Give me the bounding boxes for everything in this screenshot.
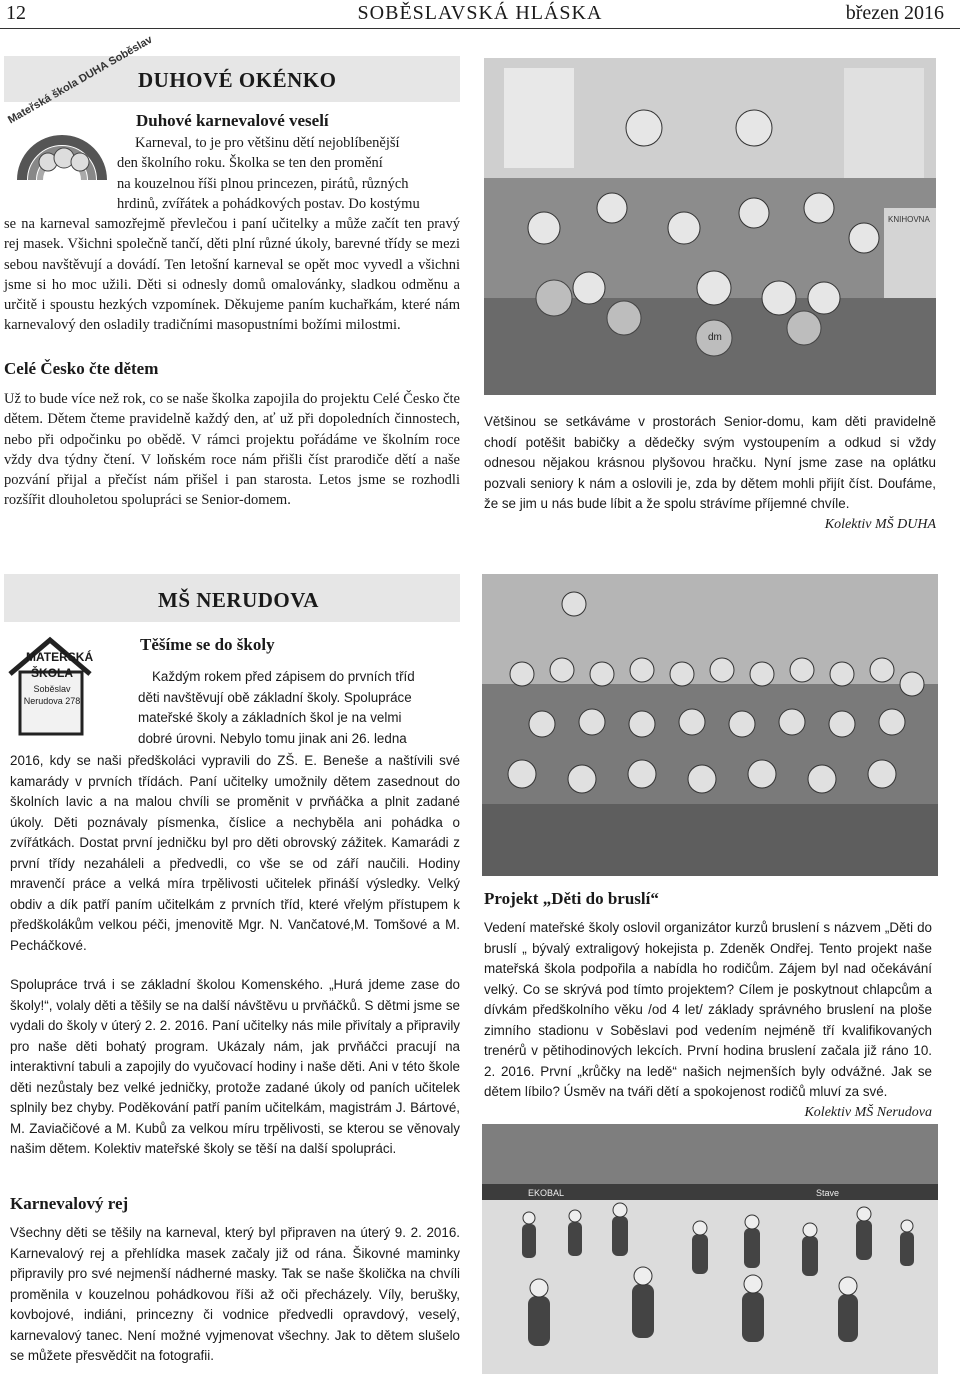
school-line-2: děti navštěvují obě základní školy. Spolupráce <box>138 689 412 705</box>
section-banner-nerudova <box>4 574 460 622</box>
skate-signature: Kolektiv MŠ Nerudova <box>804 1104 932 1120</box>
rink-banner-1: EKOBAL <box>528 1188 565 1198</box>
carnival-text-duha: se na karneval samozřejmě převlečou i paní učitelky a může začít ten pravý rej masek. Všichni společně tančí, děti plní různé úkoly, barevné třídy se mezi sebou navštěvují a dovádí. Ten letošní karneval se opět moc vyvedl a všichni jsme si ho moc užili. Děti si odnesly domů omalovánky, sladkou odměnu a určitě i spoustu hezkých vzpomínek. Děkujeme paním kuchařkám, které nám karnevalový den osladily tradičními masopustními božími milostmi. <box>4 216 460 334</box>
carnival-line-4: hrdinů, zvířátek a pohádkových postav. Do kostýmu <box>117 195 420 212</box>
school-line-3: mateřské školy a základních škol je na velmi <box>138 710 402 725</box>
reading-title: Celé Česko čte dětem <box>4 359 159 378</box>
carnival-intro-duha <box>117 133 460 214</box>
section-title-nerudova: MŠ NERUDOVA <box>158 588 319 612</box>
logo-line-3: Soběslav <box>33 684 71 694</box>
skating-photo <box>482 1124 938 1374</box>
duha-logo-text: Mateřská škola DUHA Soběslav <box>6 33 155 127</box>
skate-text <box>484 918 932 1123</box>
reading-text: Už to bude více než rok, co se naše školka zapojila do projektu Celé Česko čte dětem. Dětem čteme pravidelně každý den, ať už při dopoledních činnostech, nebo při odpočinku po obědě. V rámci projektu pořádáme ve školním roce vždy dva týdny čtení. V loňském roce nám přišli číst prarodiče dětí a naše pozvání přijal a přečíst nám přišel i pan starosta. Letos jsme se rozhodli rozšířit dlouholetou spolupráci se Senior-domem. <box>4 391 460 509</box>
group-photo-icon <box>482 574 938 876</box>
nerudova-logo <box>4 634 134 752</box>
school-title: Těšíme se do školy <box>140 635 275 654</box>
photo-sign-text: KNIHOVNA <box>888 215 930 224</box>
komensky-text: Spolupráce trvá i se základní školou Komenského. „Hurá jdeme zase do školy!“, volaly děti a těšily se na další návštěvu u prvňáčků. S dětmi jsme se vydali do školy v úterý 2. 2. 2016. Paní učitelky nás mile přivítaly a připravily pro naše děti bohatý program. Ukázaly nám, jak prvňáčci pracují na interaktivní tabuli a zapojily do vyučovací hodiny i naše děti. Ani v této škole děti nezůstaly bez velké jedničky, protože zadané úkoly od paních učitelek splnily bez chyby. Poděkování patří paním učitelkám, magistrám J. Bártové, M. Zaviačičové a M. Kubů za velkou míru trpělivosti, se kterou se věnovaly našim dětem. Kolektiv mateřské školy se těší na další spolupráci. <box>10 977 460 1156</box>
carnival-line-1: Karneval, to je pro většinu dětí nejoblíbenější <box>135 135 400 151</box>
school-line-4: dobré úrovni. Nebylo tomu jinak ani 26. ledna <box>138 730 407 746</box>
carnival-photo-icon <box>484 58 936 395</box>
carnival-title-duha: Duhové karnevalové veselí <box>136 111 329 130</box>
nerudova-carnival-photo <box>482 574 938 876</box>
carnival-text-nerudova: Všechny děti se těšily na karneval, který byl připraven na úterý 9. 2. 2016. Karnevalový rej a přehlídka masek začaly již od rána. Šikovné maminky připravily pro své nejmenší nádherné masky. Tak se naše školička na chvíli proměnila v kouzelnou pohádkovou říši až oči přecházely. Víly, berušky, kovbojové, indiáni, princezny či vodnice předvedli opravdový, veselý, karnevalový tanec. Není možné vyjmenovat všechny. Jak to dětem slušelo se můžete přesvědčit na fotografii. <box>10 1225 460 1363</box>
page-number: 12 <box>6 2 26 24</box>
rink-banner-2: Stave <box>816 1188 840 1198</box>
skating-photo-icon <box>482 1124 938 1374</box>
skate-text-body: Vedení mateřské školy oslovil organizátor kurzů bruslení s názvem „Děti do bruslí „ bývalý extraligový hokejista p. Zdeněk Ondřej. Tento projekt naše mateřská škola podpořila a nabídla ho rodičům. Zájem byl nad očekávání velký. Co se skrývá pod tímto projektem? Cílem je poskytnout chlapcům a dívkám předškolního věku /od 4 let/ základy správného bruslení na ploše zimního stadionu v Soběslavi pod vedením nejméně tří kvalifikovaných trenérů v pětihodinových lekcích. První hodina bruslení začala již ráno 10. 2. 2016. První „krůčky na ledě“ našich nejmenších byly odvážné. Jak se dětem líbilo? Úsměv na tváři dětí a spokojenost rodičů mluví za své. <box>484 920 932 1099</box>
photo-balloon-text: dm <box>708 332 722 343</box>
carnival-line-3: na kouzelnou říši plnou princezen, pirátů, různých <box>117 175 409 192</box>
senior-text <box>484 412 936 535</box>
carnival-line-2: den školního roku. Školka se ten den promění <box>117 155 383 172</box>
school-text: 2016, kdy se naši předškoláci vypravili do ZŠ. E. Beneše a naštívili své kamarády v prvních třídách. Paní učitelky umožnily dětem zasednout do školních lavic a na malou chvíli se proměnit v prvňáčka a plnit zadané úkoly. Děti poznávaly písmenka, číslice a nechyběla ani pohádka o zvířátkách. Dostat první jedničku byl pro děti obrovský zážitek. Kamarádi z první třídy nezaháleli a předvedli, co vše se od září naučili. Hodiny mravenčí práce a velká míra trpělivosti učitelek přináší výsledky. Velký obdiv a dík patří paním učitelkám z prvních tříd, které vřelým přístupem k předškolákům velkou péči, jmenovitě Mgr. N. Vančatové,M. Tomšové a M. Pecháčkové. <box>10 753 460 953</box>
senior-text-body: Většinou se setkáváme v prostorách Senior-domu, kam děti pravidelně chodí potěšit babičky a dědečky svým vystoupením a odkud si vždy odnesou nějakou krásnou plyšovou hračku. Nyní jsme zase na oplátku pozvali seniory k nám a oslovili je, zda by dětem mohli přijít číst. Doufáme, že se jim u nás bude líbit a že spolu strávíme příjemné chvíle. <box>484 414 936 511</box>
logo-line-1: MATEŘSKÁ <box>26 650 94 664</box>
page-header <box>0 0 960 29</box>
duha-carnival-photo <box>484 58 936 395</box>
section-title-duha: DUHOVÉ OKÉNKO <box>138 68 337 92</box>
skate-title: Projekt „Děti do bruslí“ <box>484 889 659 908</box>
school-line-1: Každým rokem před zápisem do prvních tříd <box>152 669 415 684</box>
carnival-title-nerudova: Karnevalový rej <box>10 1194 129 1213</box>
logo-line-2: ŠKOLA <box>31 666 73 680</box>
issue-date: březen 2016 <box>845 2 944 24</box>
duha-signature: Kolektiv MŠ DUHA <box>824 516 936 532</box>
logo-line-4: Nerudova 278 <box>23 696 81 706</box>
school-intro <box>138 667 460 749</box>
publication-title: SOBĚSLAVSKÁ HLÁSKA <box>357 2 603 24</box>
